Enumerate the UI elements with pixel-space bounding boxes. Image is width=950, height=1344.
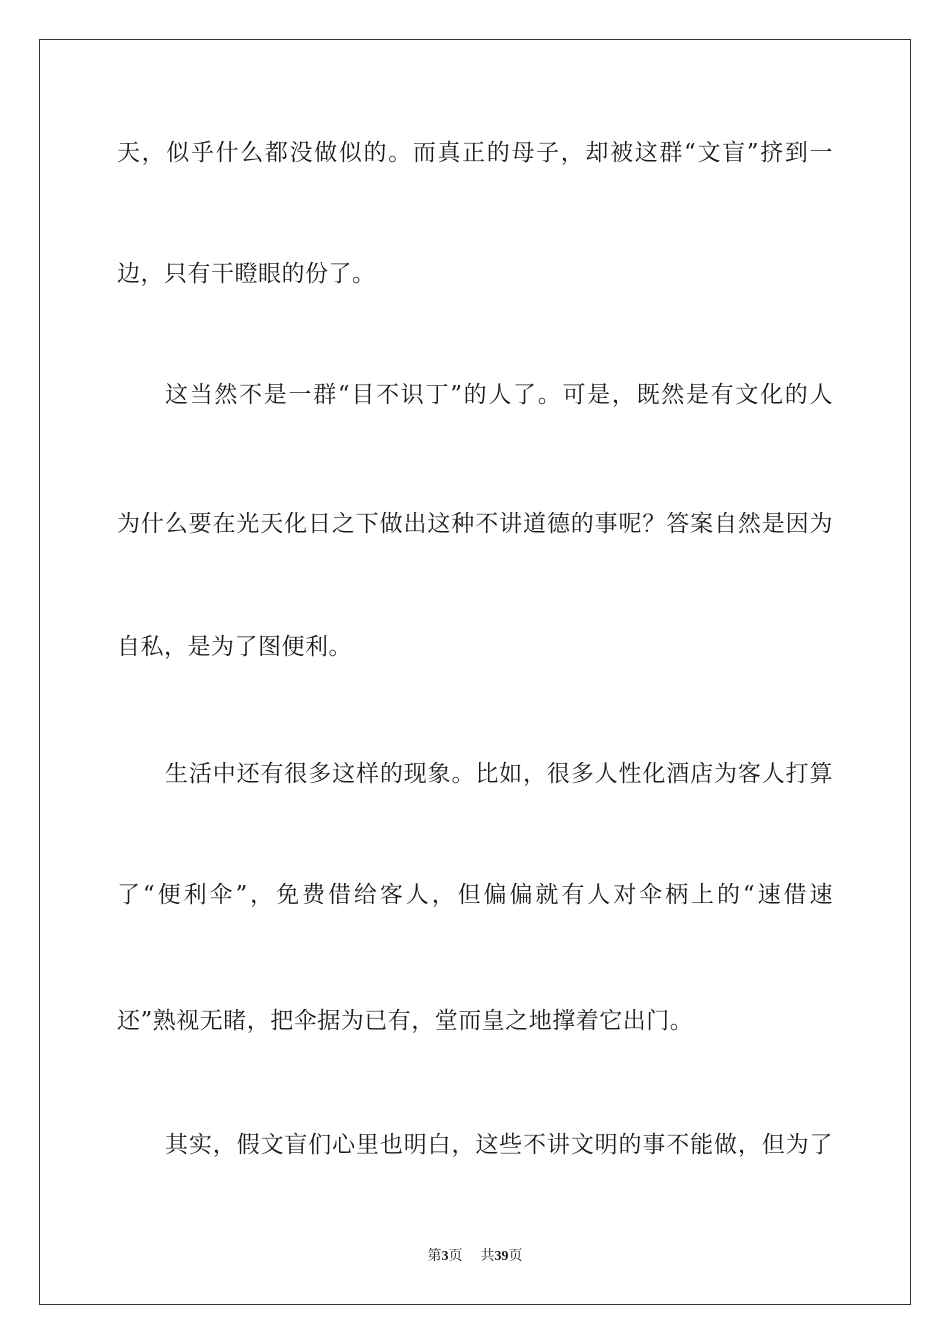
total-suffix: 页 — [508, 1249, 523, 1264]
total-prefix: 共 — [480, 1249, 495, 1264]
page-number: 3 — [441, 1249, 449, 1264]
text-line-3: 这当然不是一群“目不识丁”的人了。可是，既然是有文化的人 — [165, 382, 833, 408]
text-line-1: 天，似乎什么都没做似的。而真正的母子，却被这群“文盲”挤到一 — [117, 140, 833, 166]
page-border — [39, 39, 911, 1305]
text-line-8: 还”熟视无睹，把伞据为已有，堂而皇之地撑着它出门。 — [117, 1008, 694, 1034]
page-footer — [0, 1245, 950, 1265]
page-suffix: 页 — [448, 1249, 463, 1264]
text-line-5: 自私，是为了图便利。 — [117, 634, 352, 660]
text-line-4: 为什么要在光天化日之下做出这种不讲道德的事呢？答案自然是因为 — [117, 511, 833, 537]
text-line-7: 了“便利伞”，免费借给客人，但偏偏就有人对伞柄上的“速借速 — [117, 882, 833, 908]
text-line-9: 其实，假文盲们心里也明白，这些不讲文明的事不能做，但为了 — [165, 1132, 833, 1158]
total-pages: 39 — [494, 1249, 509, 1264]
page-prefix: 第 — [427, 1249, 442, 1264]
text-line-6: 生活中还有很多这样的现象。比如，很多人性化酒店为客人打算 — [165, 761, 833, 787]
text-line-2: 边，只有干瞪眼的份了。 — [117, 261, 376, 287]
